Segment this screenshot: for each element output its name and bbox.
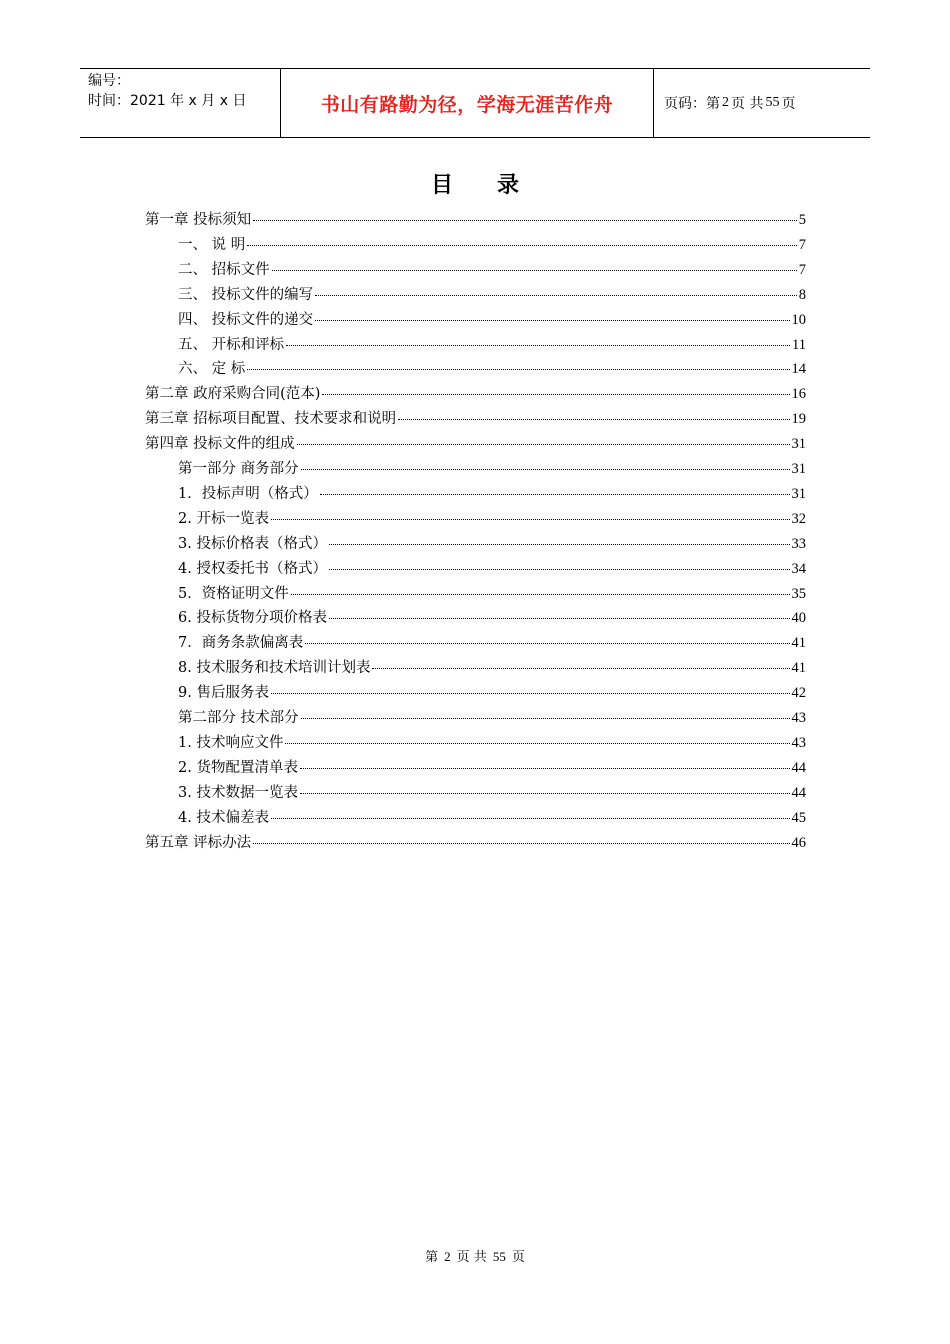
toc-entry-page: 7 [798,261,806,278]
toc-leader-dots [291,594,790,595]
toc-entry-label: 3. 技术数据一览表 [178,784,298,801]
footer-page-total: 55 [492,1249,506,1264]
header-meta [80,69,281,137]
toc-entry-label: 第四章 投标文件的组成 [145,436,295,453]
toc-entry-label: 二、 招标文件 [178,261,270,278]
toc-entry-page: 16 [791,386,806,403]
toc-entry-page: 5 [798,212,806,228]
toc-entry[interactable] [178,781,806,805]
toc-title-part1: 目 [430,173,453,198]
toc-entry-label: 第二部分 技术部分 [178,710,299,726]
toc-entry[interactable] [178,806,806,830]
toc-entry-label: 8. 技术服务和技术培训计划表 [178,660,371,677]
toc-entry-label: 一、 说 明 [178,236,246,253]
header-page-suffix: 页 [781,96,796,112]
toc-entry-label: 2. 开标一览表 [178,510,269,527]
toc-entry[interactable] [178,756,806,780]
toc-leader-dots [253,220,797,221]
document-time-label: 时间：2021 年 x 月 x 日 [88,93,247,109]
toc-entry[interactable] [178,457,806,481]
toc-entry-label: 1．投标声明（格式） [178,485,318,502]
toc-entry-page: 10 [791,311,806,328]
toc-leader-dots [329,569,790,570]
toc-title-part2: 录 [497,173,520,198]
toc-entry-page: 11 [792,336,806,353]
toc-entry-label: 5．资格证明文件 [178,585,289,602]
toc-entry-page: 14 [791,361,806,378]
toc-entry-label: 第一部分 商务部分 [178,461,299,477]
toc-leader-dots [398,419,789,420]
document-number-label: 编号： [88,73,130,89]
toc-entry[interactable] [178,283,806,307]
toc-entry-page: 43 [791,710,806,726]
toc-entry-label: 4. 授权委托书（格式） [178,560,327,577]
toc-leader-dots [271,693,790,694]
toc-entry[interactable] [178,258,806,282]
toc-leader-dots [320,494,790,495]
toc-entry-label: 第五章 评标办法 [145,834,252,851]
toc-entry[interactable] [178,333,806,357]
toc-title [0,168,950,199]
header-page-info [654,69,870,137]
footer-suffix: 页 [511,1250,525,1265]
toc-entry-label: 9. 售后服务表 [178,685,269,702]
toc-entry[interactable] [178,482,806,506]
header-motto: 书山有路勤为径，学海无涯苦作舟 [281,69,654,137]
toc-leader-dots [329,544,790,545]
toc-leader-dots [271,519,790,520]
toc-entry-page: 31 [791,485,806,502]
toc-leader-dots [301,469,790,470]
toc-entry[interactable] [178,582,806,606]
toc-entry[interactable] [145,831,806,855]
toc-leader-dots [297,444,790,445]
toc-leader-dots [315,295,797,296]
toc-entry-page: 19 [791,411,806,428]
toc-entry-page: 44 [791,759,806,776]
header-page-current: 2 [722,95,729,110]
toc-leader-dots [286,345,790,346]
toc-leader-dots [272,270,797,271]
toc-entry-label: 1. 技术响应文件 [178,734,284,751]
toc-leader-dots [300,768,790,769]
toc-entry-page: 31 [791,436,806,453]
toc-leader-dots [300,793,790,794]
toc-leader-dots [253,843,789,844]
toc-leader-dots [329,618,790,619]
toc-entry-page: 35 [791,585,806,602]
toc-entry[interactable] [178,357,806,381]
toc-entry-label: 3. 投标价格表（格式） [178,535,327,552]
toc-entry[interactable] [178,557,806,581]
toc-entry-label: 第三章 招标项目配置、技术要求和说明 [145,411,397,428]
toc-entry-label: 4. 技术偏差表 [178,809,269,826]
toc-entry[interactable] [178,706,806,730]
toc-entry[interactable] [145,407,806,431]
toc-entry-page: 41 [791,635,806,652]
toc-leader-dots [247,245,797,246]
toc-entry-page: 34 [791,560,806,577]
toc-entry[interactable] [145,208,806,232]
toc-entry-page: 45 [791,809,806,826]
toc-entry-page: 7 [798,236,806,253]
toc-entry-page: 31 [791,461,806,477]
header-page-prefix: 页码：第 [664,96,720,112]
header-page-mid: 页 共 [731,96,764,112]
toc-entry-page: 43 [791,734,806,751]
toc-entry[interactable] [178,507,806,531]
toc-entry-page: 41 [791,660,806,677]
toc-entry[interactable] [178,731,806,755]
header-page-total: 55 [765,95,780,110]
toc-entry[interactable] [178,532,806,556]
toc-entry-page: 33 [791,535,806,552]
toc-leader-dots [247,369,789,370]
toc-entry[interactable] [178,681,806,705]
toc-entry-page: 32 [791,510,806,527]
toc-entry-label: 6. 投标货物分项价格表 [178,610,327,627]
toc-leader-dots [301,718,790,719]
toc-leader-dots [285,743,789,744]
toc-entry-label: 三、 投标文件的编写 [178,286,314,303]
toc-entry[interactable] [145,382,806,406]
toc-entry[interactable] [178,631,806,655]
toc-entry[interactable] [178,656,806,680]
toc-entry-label: 第一章 投标须知 [145,212,252,228]
toc-leader-dots [372,668,789,669]
footer-prefix: 第 [425,1250,439,1265]
toc-entry-label: 五、 开标和评标 [178,336,285,353]
toc-entry-label: 六、 定 标 [178,361,246,378]
toc-entry[interactable] [145,432,806,456]
toc-leader-dots [305,643,789,644]
toc-entry-page: 40 [791,610,806,627]
toc-entry-page: 8 [798,286,806,303]
toc-entry[interactable] [178,308,806,332]
toc-entry-label: 2. 货物配置清单表 [178,759,298,776]
toc-entry[interactable] [178,233,806,257]
toc-entry-page: 42 [791,685,806,702]
toc-entry-label: 7．商务条款偏离表 [178,635,304,652]
toc-leader-dots [322,394,789,395]
page-header [80,68,870,138]
toc-leader-dots [315,320,789,321]
toc-entry-label: 四、 投标文件的递交 [178,311,314,328]
page-footer [0,1246,950,1265]
toc-entry-label: 第二章 政府采购合同(范本) [145,386,321,403]
footer-mid: 页 共 [456,1250,487,1265]
footer-page-current: 2 [444,1249,451,1264]
toc-entry-page: 44 [791,784,806,801]
toc-entry-page: 46 [791,834,806,851]
toc-entry[interactable] [178,606,806,630]
toc-leader-dots [271,818,790,819]
